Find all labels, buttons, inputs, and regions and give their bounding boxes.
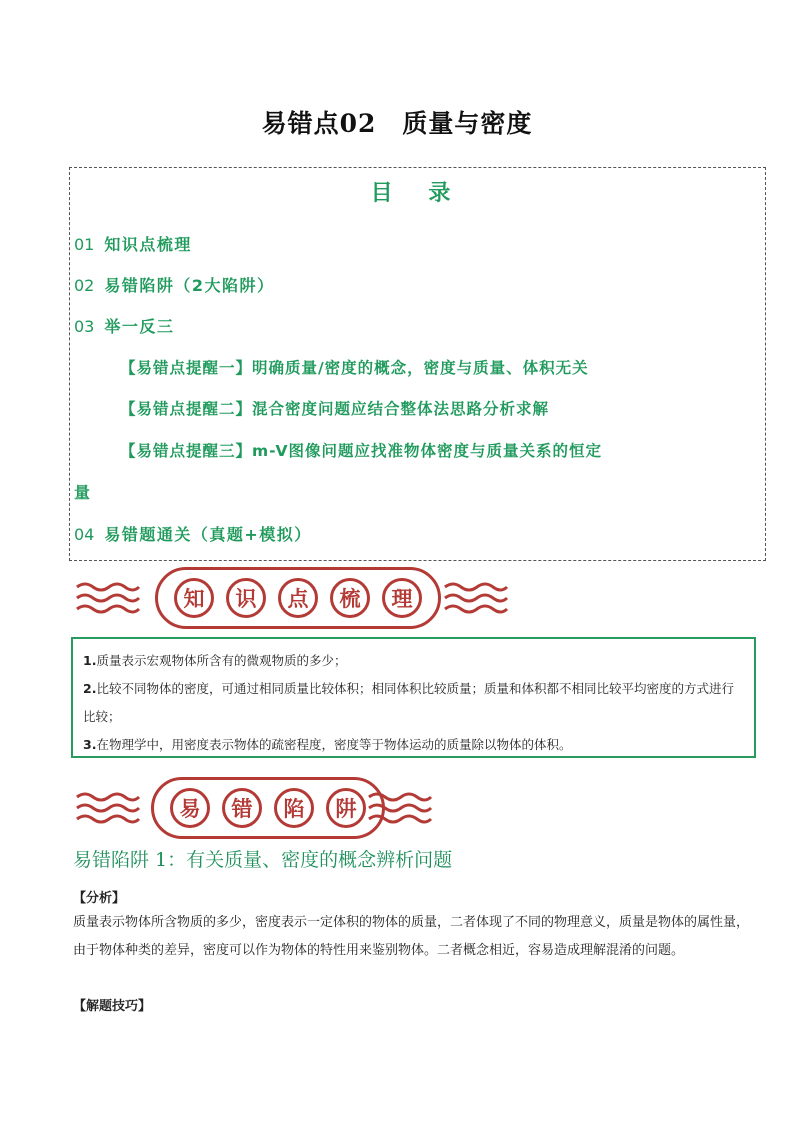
- banner-pill: [155, 567, 441, 629]
- knowledge-point-1: 1.质量表示宏观物体所含有的微观物质的多少；: [83, 653, 347, 668]
- banner-char: 知: [174, 578, 214, 618]
- banner-char: 梳: [330, 578, 370, 618]
- toc-item-03[interactable]: 03 举一反三: [74, 317, 175, 336]
- tips-label: 【解题技巧】: [73, 999, 152, 1014]
- toc-item-04[interactable]: 04 易错题通关（真题+模拟）: [74, 525, 312, 544]
- toc-subitem-2[interactable]: 【易错点提醒二】混合密度问题应结合整体法思路分析求解: [120, 400, 550, 418]
- wave-decoration-left-icon: [75, 581, 141, 615]
- wave-decoration-left-icon: [75, 791, 141, 825]
- toc-item-01[interactable]: 01 知识点梳理: [74, 235, 192, 254]
- toc-subitem-3[interactable]: 【易错点提醒三】m-V图像问题应找准物体密度与质量关系的恒定: [120, 442, 602, 460]
- knowledge-summary-box: [71, 637, 756, 758]
- section-banner-knowledge: [75, 567, 515, 631]
- knowledge-point-2: 2.比较不同物体的密度，可通过相同质量比较体积；相同体积比较质量；质量和体积都不相同比较平均密度的方式进行比较；: [83, 681, 734, 724]
- trap-1-title: 易错陷阱 1：有关质量、密度的概念辨析问题: [73, 849, 453, 871]
- banner-pill: [151, 777, 385, 839]
- analysis-text: 质量表示物体所含物质的多少，密度表示一定体积的物体的质量，二者体现了不同的物理意义，质量是物体的属性量，由于物体种类的差异，密度可以作为物体的特性用来鉴别物体。二者概念相近，容易造成理解混淆的问题。: [73, 915, 750, 958]
- toc-heading: 目 录: [370, 180, 465, 206]
- section-banner-traps: [75, 777, 435, 841]
- banner-char: 理: [382, 578, 422, 618]
- knowledge-point-3: 3.在物理学中，用密度表示物体的疏密程度，密度等于物体运动的质量除以物体的体积。: [83, 737, 572, 752]
- wave-decoration-right-icon: [367, 791, 433, 825]
- table-of-contents: [69, 167, 766, 561]
- banner-char: 易: [170, 788, 210, 828]
- banner-char: 点: [278, 578, 318, 618]
- wave-decoration-right-icon: [443, 581, 509, 615]
- banner-char: 阱: [326, 788, 366, 828]
- banner-char: 错: [222, 788, 262, 828]
- analysis-label: 【分析】: [73, 891, 126, 906]
- page-title: 易错点02 质量与密度: [261, 109, 533, 138]
- toc-subitem-3-continued: 量: [74, 483, 91, 502]
- banner-char: 识: [226, 578, 266, 618]
- toc-subitem-1[interactable]: 【易错点提醒一】明确质量/密度的概念，密度与质量、体积无关: [120, 359, 589, 377]
- toc-item-02[interactable]: 02 易错陷阱（2大陷阱）: [74, 276, 275, 295]
- banner-char: 陷: [274, 788, 314, 828]
